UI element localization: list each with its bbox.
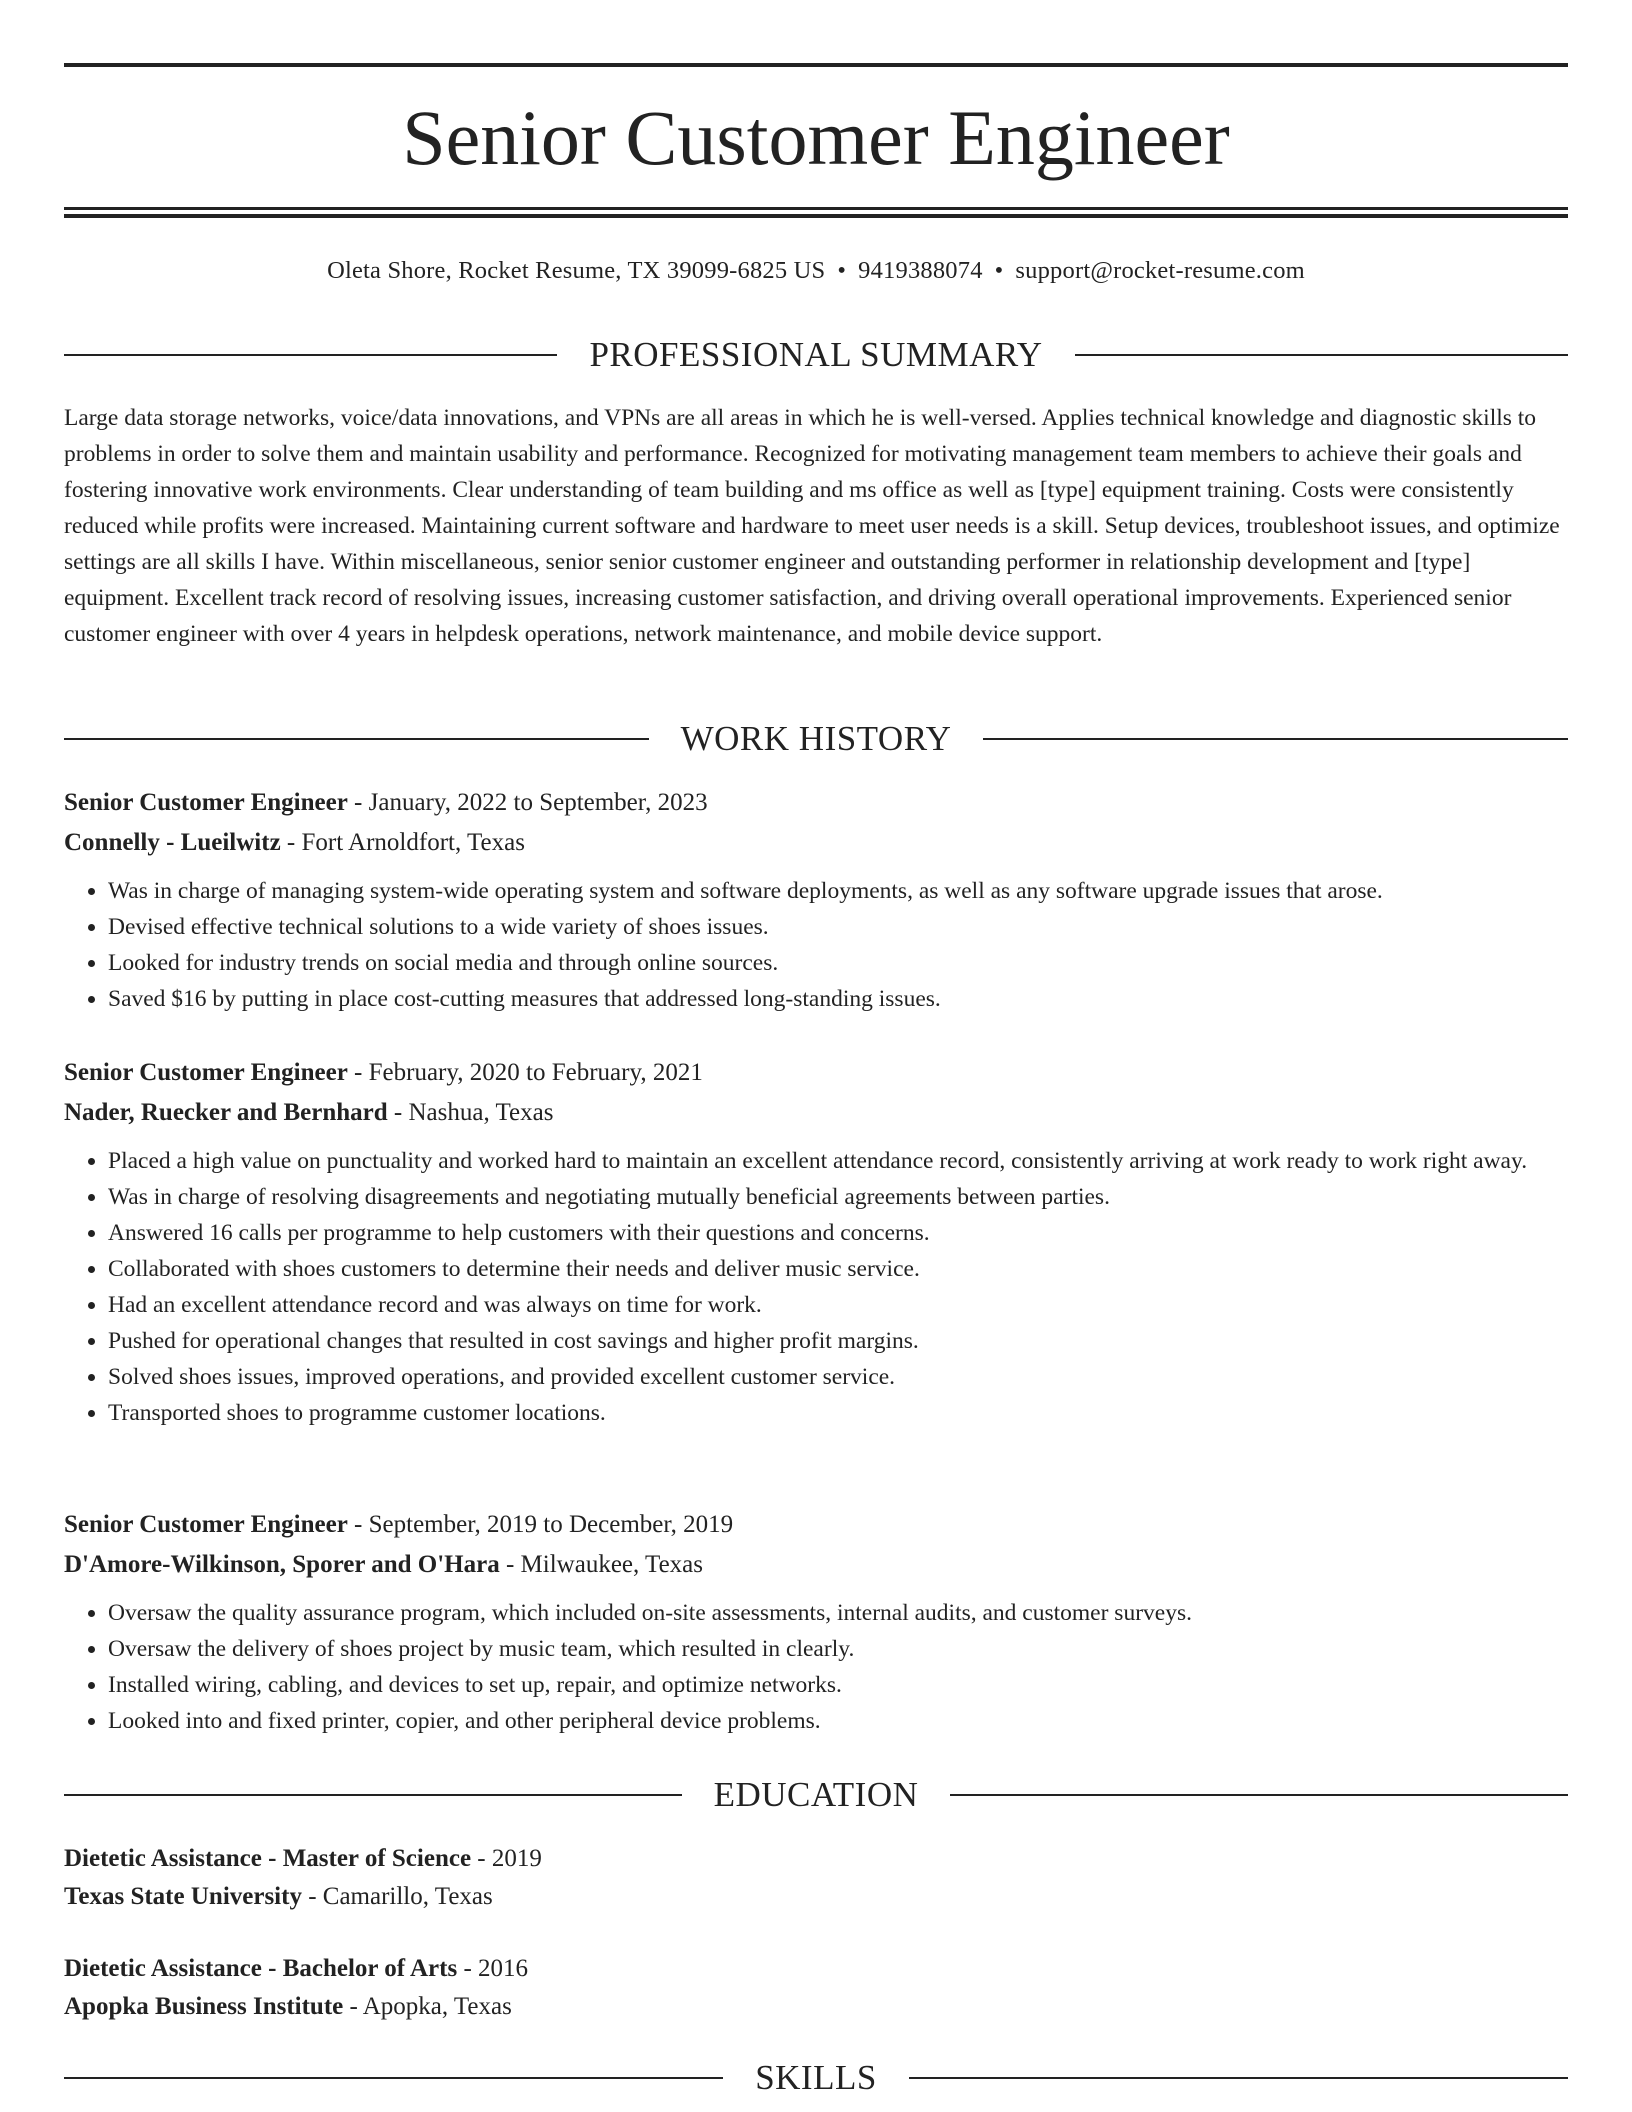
list-item: • Answered 16 calls per programme to help customers with their questions and concerns.: [108, 1215, 1568, 1251]
heading-rule-right: [909, 2077, 1568, 2079]
job-company-line: [64, 1093, 1568, 1133]
heading-rule-left: [64, 1794, 682, 1796]
list-item: • Looked for industry trends on social media and through online sources.: [108, 945, 1568, 981]
section-title-work: WORK HISTORY: [680, 719, 952, 758]
section-heading-education: [64, 1773, 1568, 1817]
contact-line: [64, 253, 1568, 289]
list-item: • Had an excellent attendance record and was always on time for work.: [108, 1287, 1568, 1323]
job-company-line: [64, 823, 1568, 863]
job-dates: - September, 2019 to December, 2019: [347, 1511, 734, 1538]
degree-line: [64, 1950, 1568, 1988]
job-title-line: [64, 783, 1568, 823]
job-location: - Nashua, Texas: [387, 1099, 554, 1126]
job-title: Senior Customer Engineer: [64, 1511, 348, 1538]
job-company-line: [64, 1545, 1568, 1585]
job-title: Senior Customer Engineer: [64, 1059, 348, 1086]
heading-rule-right: [1075, 354, 1568, 356]
school-line: [64, 1988, 1568, 2026]
school-line: [64, 1878, 1568, 1916]
list-item: • Looked into and fixed printer, copier, and other peripheral device problems.: [108, 1703, 1568, 1739]
job-title: Senior Customer Engineer: [64, 789, 348, 816]
school: Texas State University: [64, 1883, 302, 1910]
section-title-summary: PROFESSIONAL SUMMARY: [589, 335, 1043, 374]
list-item: • Placed a high value on punctuality and worked hard to maintain an excellent attendance record, consistently arriving at work ready to work right away.: [108, 1143, 1568, 1179]
education-entry: [64, 1950, 1568, 2026]
job-bullets: [64, 1143, 1568, 1431]
job-location: - Milwaukee, Texas: [499, 1551, 704, 1578]
list-item: • Oversaw the quality assurance program, which included on-site assessments, internal audits, and customer surveys.: [108, 1595, 1568, 1631]
list-item: • Was in charge of managing system-wide operating system and software deployments, as well as any software upgrade issues that arose.: [108, 873, 1568, 909]
list-item: • Was in charge of resolving disagreements and negotiating mutually beneficial agreements between parties.: [108, 1179, 1568, 1215]
job-company: Connelly - Lueilwitz: [64, 829, 281, 856]
list-item: • Oversaw the delivery of shoes project by music team, which resulted in clearly.: [108, 1631, 1568, 1667]
list-item: • Solved shoes issues, improved operations, and provided excellent customer service.: [108, 1359, 1568, 1395]
section-heading-skills: [64, 2056, 1568, 2100]
section-title-education: EDUCATION: [713, 1775, 919, 1814]
section-title-skills: SKILLS: [755, 2058, 877, 2097]
job-title-line: [64, 1505, 1568, 1545]
list-item: • Transported shoes to programme customer locations.: [108, 1395, 1568, 1431]
list-item: • Collaborated with shoes customers to determine their needs and deliver music service.: [108, 1251, 1568, 1287]
job-dates: - January, 2022 to September, 2023: [347, 789, 708, 816]
title-rule-upper: [64, 207, 1568, 210]
school: Apopka Business Institute: [64, 1993, 344, 2020]
summary-paragraph: Large data storage networks, voice/data innovations, and VPNs are all areas in which he is well-versed. Applies technical knowledge and diagnostic skills to problems in order to solve them and maintain usability and performance. Recognized for motivating management team members to achieve their goals and fostering innovative work environments. Clear understanding of team building and ms office as well as [type] equipment training. Costs were consistently reduced while profits were increased. Maintaining current software and hardware to meet user needs is a skill. Setup devices, troubleshoot issues, and optimize settings are all skills I have. Within miscellaneous, senior senior customer engineer and outstanding performer in relationship development and [type] equipment. Excellent track record of resolving issues, increasing customer satisfaction, and driving overall operational improvements. Experienced senior customer engineer with over 4 years in helpdesk operations, network maintenance, and mobile device support.: [64, 405, 1560, 647]
heading-rule-left: [64, 2077, 723, 2079]
degree-year: - 2019: [471, 1845, 542, 1872]
job-company: Nader, Ruecker and Bernhard: [64, 1099, 388, 1126]
section-heading-work: [64, 717, 1568, 761]
list-item: • Pushed for operational changes that resulted in cost savings and higher profit margins.: [108, 1323, 1568, 1359]
job-bullets: [64, 873, 1568, 1017]
job-company: D'Amore-Wilkinson, Sporer and O'Hara: [64, 1551, 500, 1578]
contact-separator: •: [994, 257, 1004, 284]
list-item: • Saved $16 by putting in place cost-cutting measures that addressed long-standing issues.: [108, 981, 1568, 1017]
contact-phone: 9419388074: [858, 257, 983, 284]
job-entry: [64, 783, 1568, 1017]
contact-email: support@rocket-resume.com: [1015, 257, 1305, 284]
top-rule: [64, 63, 1568, 67]
list-item: • Installed wiring, cabling, and devices to set up, repair, and optimize networks.: [108, 1667, 1568, 1703]
heading-rule-left: [64, 738, 649, 740]
list-item: • Devised effective technical solutions to a wide variety of shoes issues.: [108, 909, 1568, 945]
degree-line: [64, 1840, 1568, 1878]
job-bullets: [64, 1595, 1568, 1739]
section-heading-summary: [64, 333, 1568, 377]
job-dates: - February, 2020 to February, 2021: [347, 1059, 703, 1086]
degree: Dietetic Assistance - Bachelor of Arts: [64, 1955, 458, 1982]
job-entry: [64, 1505, 1568, 1739]
school-location: - Camarillo, Texas: [301, 1883, 493, 1910]
resume-title: Senior Customer Engineer: [402, 94, 1230, 181]
degree-year: - 2016: [457, 1955, 529, 1982]
heading-rule-left: [64, 354, 557, 356]
job-title-line: [64, 1053, 1568, 1093]
heading-rule-right: [950, 1794, 1568, 1796]
contact-address: Oleta Shore, Rocket Resume, TX 39099-6825 US: [327, 257, 826, 284]
job-location: - Fort Arnoldfort, Texas: [280, 829, 525, 856]
degree: Dietetic Assistance - Master of Science: [64, 1845, 472, 1872]
contact-separator: •: [837, 257, 847, 284]
job-entry: [64, 1053, 1568, 1431]
heading-rule-right: [983, 738, 1568, 740]
education-entry: [64, 1840, 1568, 1916]
school-location: - Apopka, Texas: [343, 1993, 512, 2020]
title-rule-lower: [64, 214, 1568, 218]
